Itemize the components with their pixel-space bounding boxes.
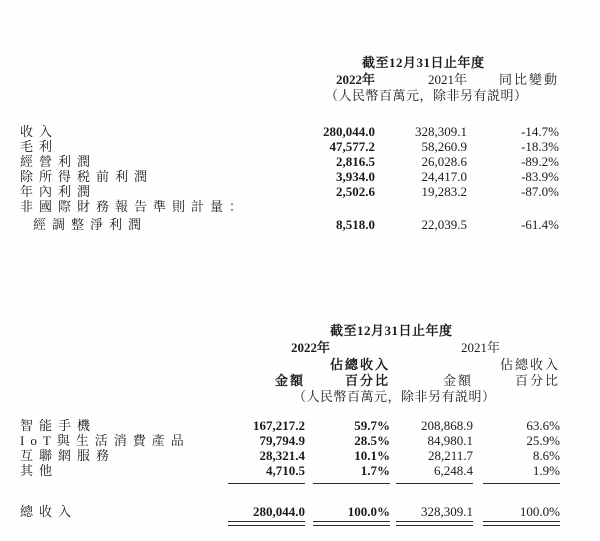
value-change: -83.9%	[521, 169, 559, 184]
value-2022	[270, 199, 375, 214]
amount-2021: 6,248.4	[396, 463, 473, 484]
value-2021: 58,260.9	[421, 139, 467, 154]
row-label: 經營利潤	[20, 154, 97, 169]
amount-2021: 328,309.1	[421, 504, 473, 519]
row-label: 年內利潤	[20, 184, 97, 199]
table-row-iot-lifestyle	[20, 433, 560, 448]
value-2021: 328,309.1	[415, 124, 467, 139]
amount-2021: 208,868.9	[421, 418, 473, 433]
t1-unit-note: （人民幣百萬元，除非另有説明）	[325, 88, 528, 103]
percent-2021: 100.0%	[519, 504, 560, 519]
t2-rows	[20, 418, 560, 526]
t2-share-of-revenue-2022: 佔總收入	[329, 357, 390, 372]
table-row-gross-profit	[20, 139, 559, 154]
value-change: -89.2%	[521, 154, 559, 169]
value-2022: 2,502.6	[336, 184, 375, 199]
row-label: IoT與生活消費產品	[20, 433, 190, 448]
row-label: 毛利	[20, 139, 59, 154]
amount-2022: 167,217.2	[253, 418, 305, 433]
value-2022: 280,044.0	[323, 124, 375, 139]
value-change: -87.0%	[521, 184, 559, 199]
t1-col-2021: 2021年	[427, 72, 467, 87]
t1-rows	[20, 124, 559, 232]
table-row-others	[20, 463, 560, 484]
t2-share-header-row	[20, 357, 560, 372]
percent-2022: 10.1%	[354, 448, 390, 463]
t1-period-header: 截至12月31日止年度	[362, 55, 485, 70]
t2-col-2022: 2022年	[290, 340, 330, 355]
t2-amount-2022: 金額	[274, 373, 305, 388]
row-label: 其他	[20, 463, 59, 478]
value-2022: 2,816.5	[336, 154, 375, 169]
table-row-internet-services	[20, 448, 560, 463]
amount-2021: 84,980.1	[427, 433, 473, 448]
t2-amount-2021: 金額	[442, 373, 473, 388]
t1-col-2022: 2022年	[335, 72, 375, 87]
value-change: -61.4%	[521, 217, 559, 232]
row-label: 非國際財務報告準則計量：	[20, 199, 249, 214]
income-statement-table	[20, 55, 559, 232]
revenue-segment-table	[20, 323, 560, 526]
table-row-profit-for-year	[20, 184, 559, 199]
percent-2022: 100.0%	[347, 504, 390, 519]
amount-2022: 79,794.9	[259, 433, 305, 448]
row-label: 總收入	[20, 504, 78, 519]
t1-col-yoy-change: 同比變動	[498, 72, 559, 87]
double-rule	[396, 521, 473, 526]
amount-2022: 4,710.5	[228, 463, 305, 484]
percent-2021: 8.6%	[532, 448, 560, 463]
value-2021: 26,028.6	[421, 154, 467, 169]
percent-2022: 1.7%	[313, 463, 390, 484]
value-2021: 22,039.5	[421, 217, 467, 232]
double-rule	[313, 521, 390, 526]
double-rule	[483, 521, 560, 526]
table-row-revenue	[20, 124, 559, 139]
value-2021: 19,283.2	[421, 184, 467, 199]
t2-col-2021: 2021年	[460, 340, 500, 355]
percent-2021: 25.9%	[526, 433, 560, 448]
percent-2022: 28.5%	[354, 433, 390, 448]
double-rule	[228, 521, 305, 526]
t2-period-header: 截至12月31日止年度	[330, 323, 453, 338]
percent-2021: 63.6%	[526, 418, 560, 433]
t2-column-header-row	[20, 373, 560, 388]
t2-year-header-row	[20, 340, 560, 355]
value-change: -18.3%	[521, 139, 559, 154]
value-2022: 8,518.0	[336, 217, 375, 232]
row-label: 收入	[20, 124, 59, 139]
percent-2021: 1.9%	[483, 463, 560, 484]
t2-percent-2021: 百分比	[514, 373, 560, 388]
t1-column-header-row	[20, 72, 559, 87]
t2-share-of-revenue-2021: 佔總收入	[499, 357, 560, 372]
row-label: 經調整淨利潤	[33, 217, 148, 232]
row-label: 互聯網服務	[20, 448, 116, 463]
percent-2022: 59.7%	[354, 418, 390, 433]
table-row-profit-before-tax	[20, 169, 559, 184]
value-change	[467, 199, 559, 214]
t2-unit-note: （人民幣百萬元，除非另有説明）	[293, 389, 496, 404]
value-2021	[375, 199, 467, 214]
table-row-non-ifrs-heading	[20, 199, 559, 214]
table-row-operating-profit	[20, 154, 559, 169]
value-2022: 3,934.0	[336, 169, 375, 184]
amount-2022: 280,044.0	[253, 504, 305, 519]
value-2021: 24,417.0	[421, 169, 467, 184]
table-row-adjusted-net-profit	[20, 217, 559, 232]
table-row-smartphones	[20, 418, 560, 433]
row-label: 智能手機	[20, 418, 97, 433]
value-2022: 47,577.2	[329, 139, 375, 154]
row-label: 除所得税前利潤	[20, 169, 154, 184]
t2-percent-2022: 百分比	[344, 373, 390, 388]
amount-2021: 28,211.7	[427, 448, 473, 463]
table-row-total-revenue	[20, 504, 560, 526]
value-change: -14.7%	[521, 124, 559, 139]
amount-2022: 28,321.4	[259, 448, 305, 463]
